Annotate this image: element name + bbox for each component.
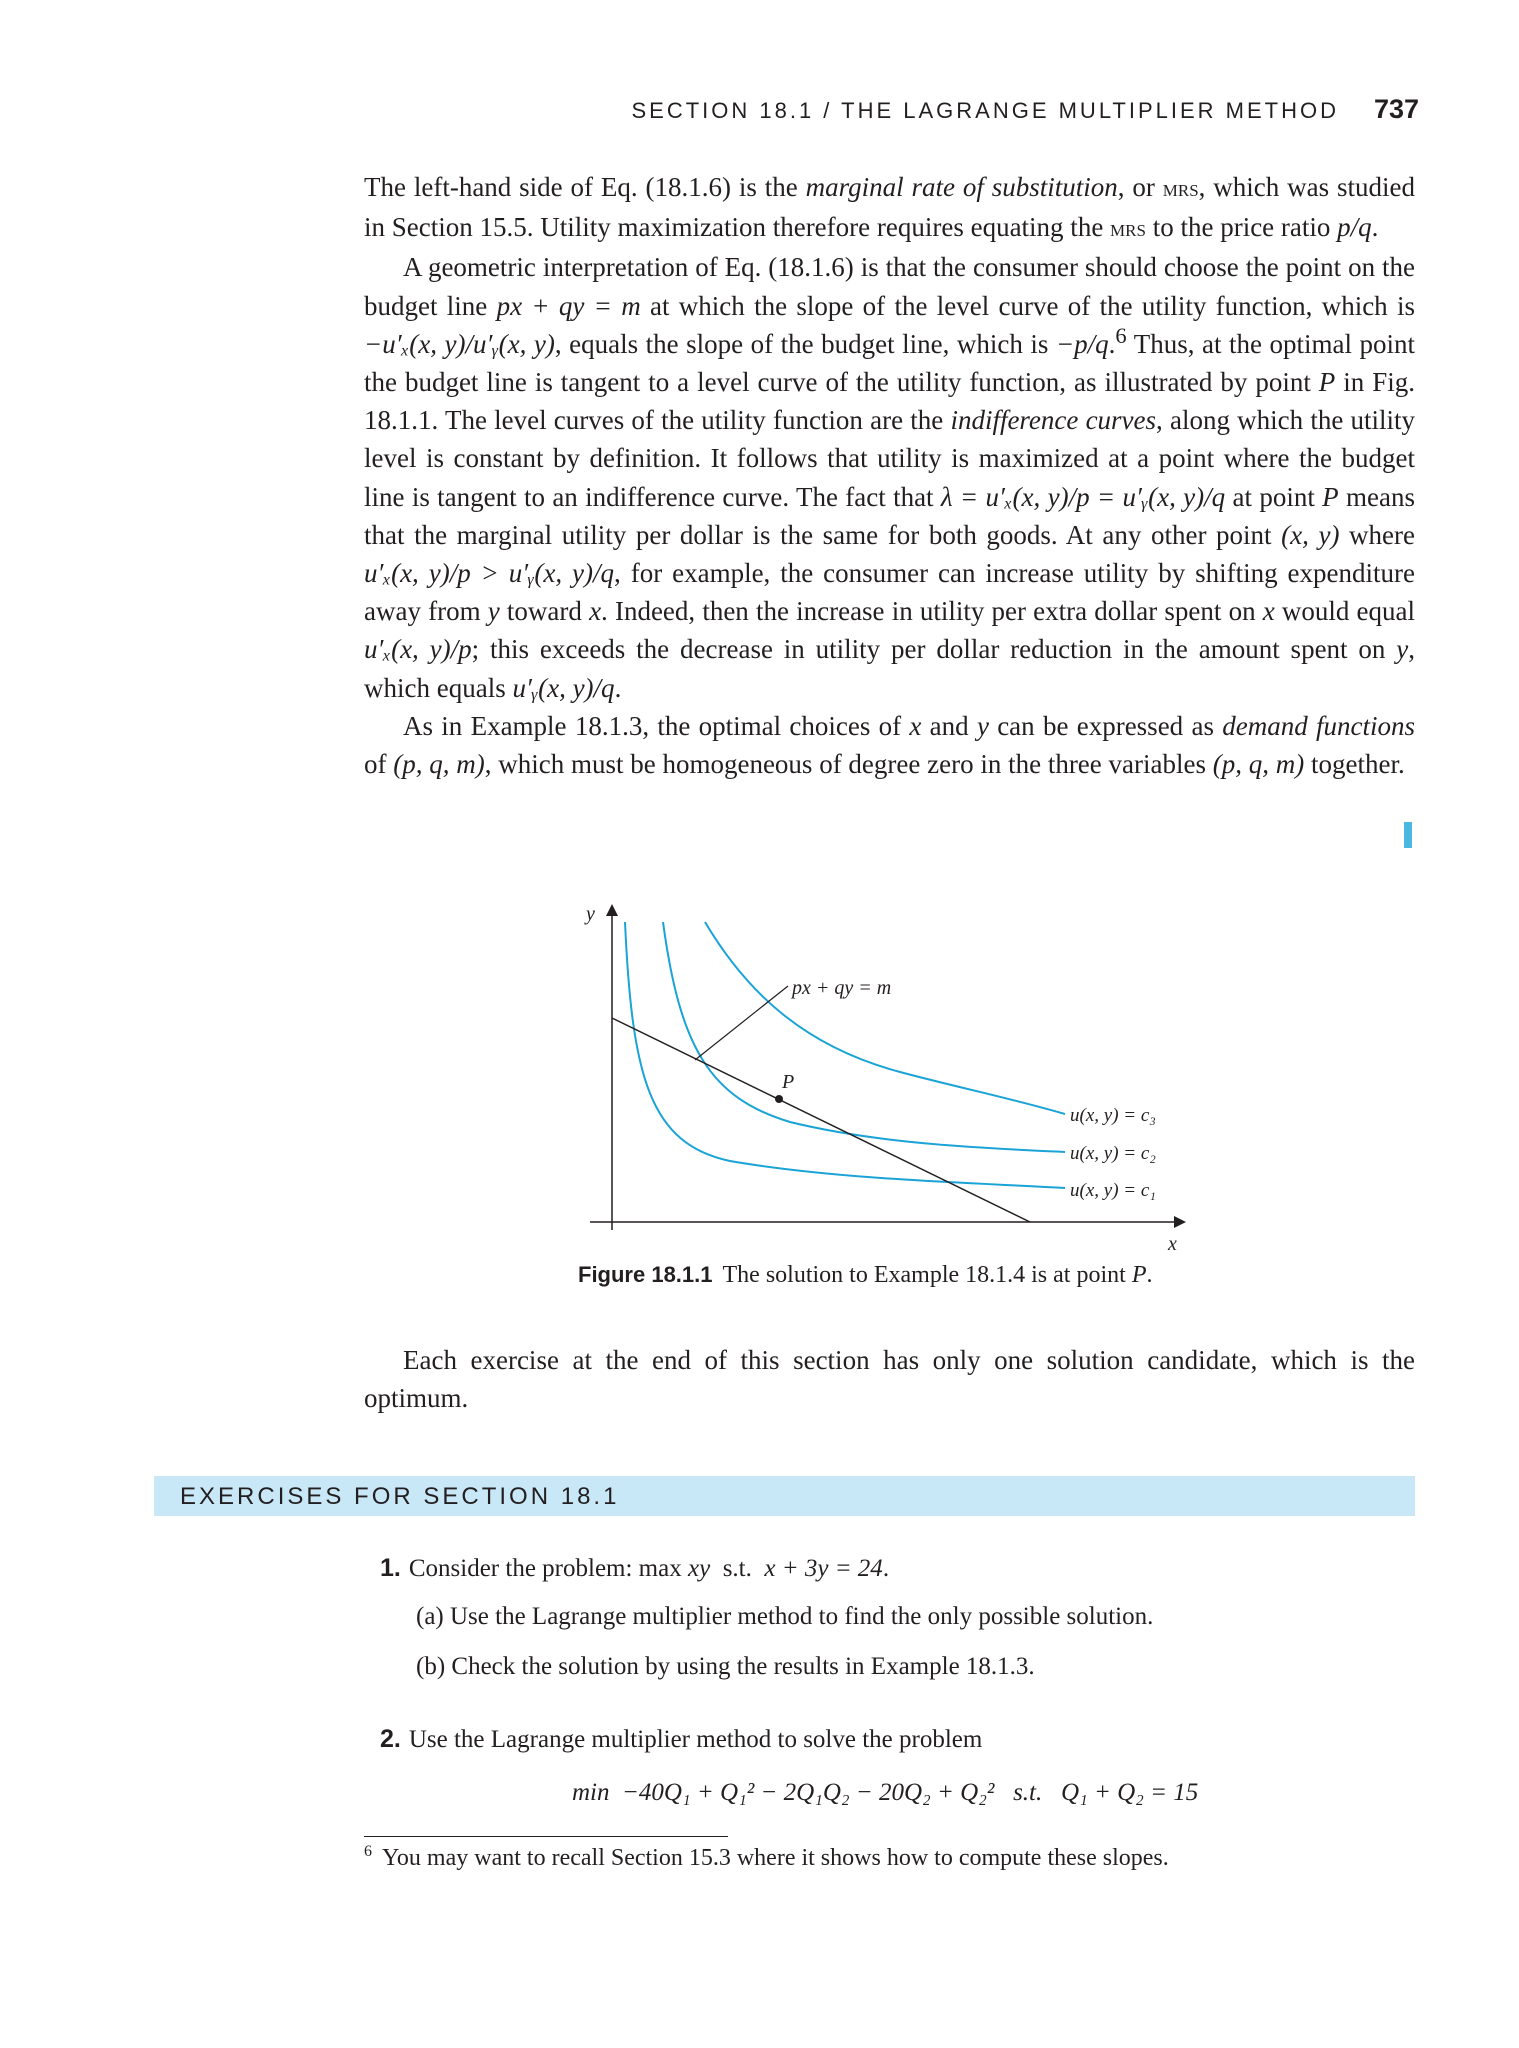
paragraph-1: The left-hand side of Eq. (18.1.6) is the marginal rate of substitution, or mrs, which was studied in Section 15.5. Utility maximization therefore requires equating the mrs to the price ratio p/q. (364, 172, 1415, 243)
exercise-1a: (a) Use the Lagrange multiplier method to find the only possible solution. (416, 1603, 1154, 1630)
paragraph-2: A geometric interpretation of Eq. (18.1.6) is that the consumer should choose the point on the budget line px + qy = m at which the slope of the level curve of the utility function, which is −u′ₓ(x, y)/u′ᵧ(x, y), equals the slope of the budget line, which is −p/q.$^6$ Thus, at the optimal point the budget line is tangent to a level curve of the utility function, as illustrated by point P in Fig. 18.1.1. The level curves of the utility function are the indifference curves, along which the utility level is constant by definition. It follows that utility is maximized at a point where the budget line is tangent to an indifference curve. The fact that λ = u′ₓ(x, y)/p = u′ᵧ(x, y)/q at point P means that the marginal utility per dollar is the same for both goods. At any other point (x, y) where u′ₓ(x, y)/p > u′ᵧ(x, y)/q, for example, the consumer can increase utility by shifting expenditure away from y toward x. Indeed, then the increase in utility per extra dollar spent on x would equal u′ₓ(x, y)/p; this exceeds the decrease in utility per dollar reduction in the amount spent on y, which equals u′ᵧ(x, y)/q. (364, 252, 1416, 703)
point-p-label: P (782, 1071, 795, 1093)
exercise-2-formula: min −40Q₁ + Q₁² − 2Q₁Q₂ − 20Q₂ + Q₂² s.t. Q₁ + Q₂ = 15 (572, 1779, 1199, 1806)
exercises-title: EXERCISES FOR SECTION 18.1 (180, 1483, 620, 1510)
exercise-1b: (b) Check the solution by using the results in Example 18.1.3. (416, 1653, 1035, 1680)
budget-line-label: px + qy = m (792, 977, 892, 999)
budget-label-leader (695, 986, 788, 1060)
budget-line (612, 1018, 1030, 1222)
paragraph-after-figure: Each exercise at the end of this section has only one solution candidate, which is the optimum. (364, 1345, 1415, 1414)
paragraph-3: As in Example 18.1.3, the optimal choices of x and y can be expressed as demand functions of (p, q, m), which must be homogeneous of degree zero in the three variables (p, q, m) together. (364, 710, 1415, 780)
footnote-ref[interactable]: 6 (1115, 322, 1127, 348)
point-p (775, 1095, 783, 1103)
footnote: $^6$ You may want to recall Section 15.3 where it shows how to compute these slopes. (364, 1843, 1169, 1871)
curve-label-c1: u(x, y) = c₁ (1070, 1180, 1156, 1201)
curve-label-c2: u(x, y) = c₂ (1070, 1143, 1156, 1164)
page-number: 737 (1373, 94, 1419, 124)
indifference-curve-c3 (705, 922, 1065, 1114)
body-text (364, 168, 1415, 783)
footnote-rule (364, 1836, 728, 1837)
x-axis-label: x (1168, 1233, 1177, 1255)
y-axis-label: y (586, 903, 595, 925)
figure-label: Figure 18.1.1 (578, 1262, 713, 1287)
curve-label-c3: u(x, y) = c₃ (1070, 1105, 1156, 1126)
running-head: SECTION 18.1 / THE LAGRANGE MULTIPLIER METHOD (631, 98, 1339, 123)
figure-indifference-curves (560, 898, 1200, 1278)
exercise-2: 2. Use the Lagrange multiplier method to solve the problem (380, 1725, 983, 1753)
end-of-example-marker (1404, 822, 1412, 848)
exercise-1: 1. Consider the problem: max xy s.t. x + 3y = 24. (380, 1554, 890, 1582)
figure-caption: Figure 18.1.1 The solution to Example 18.1.4 is at point P. (578, 1262, 1153, 1288)
